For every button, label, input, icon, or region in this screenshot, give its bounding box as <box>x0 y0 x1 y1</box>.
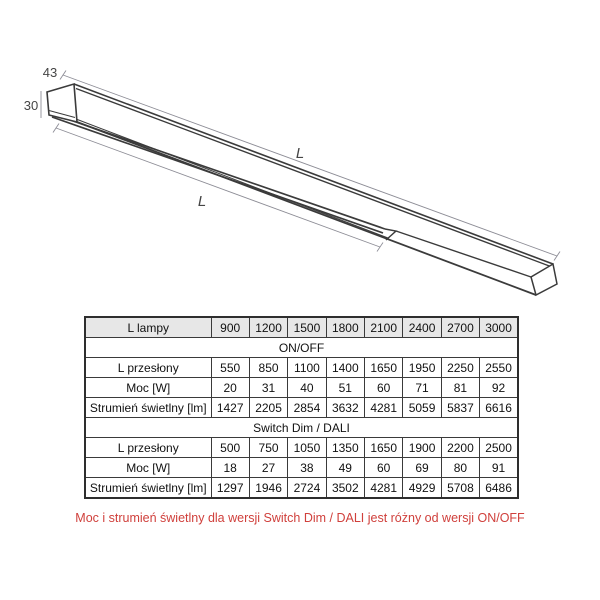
table-row <box>85 358 518 378</box>
cell: 3502 <box>326 478 364 499</box>
cell: 2250 <box>441 358 479 378</box>
cell: 80 <box>441 458 479 478</box>
cell: 51 <box>326 378 364 398</box>
cell: 60 <box>365 378 403 398</box>
diffuser-edge-upper <box>50 113 385 229</box>
header-value: 2100 <box>365 317 403 338</box>
cell: 2550 <box>480 358 518 378</box>
length-label-lower: L <box>197 193 207 210</box>
dimension-lines <box>41 71 560 261</box>
cell: 1946 <box>249 478 287 499</box>
cell: 40 <box>288 378 326 398</box>
cell: 69 <box>403 458 441 478</box>
cell: 38 <box>288 458 326 478</box>
section-title-row <box>85 338 518 358</box>
table-row <box>85 398 518 418</box>
cell: 81 <box>441 378 479 398</box>
bottom-edge <box>77 122 536 295</box>
table-row <box>85 438 518 458</box>
footnote: Moc i strumień świetlny dla wersji Switch Dim / DALI jest różny od wersji ON/OFF <box>75 511 525 525</box>
dim-tick <box>554 252 560 261</box>
cell: 91 <box>480 458 518 478</box>
cell: 5708 <box>441 478 479 499</box>
table-row <box>85 478 518 499</box>
cell: 750 <box>249 438 287 458</box>
table-row <box>85 378 518 398</box>
row-label: Strumień świetlny [lm] <box>85 398 211 418</box>
right-end-face <box>531 264 557 295</box>
length-dimension-line-lower <box>56 128 380 247</box>
row-label: L przesłony <box>85 438 211 458</box>
cell: 2500 <box>480 438 518 458</box>
cell: 92 <box>480 378 518 398</box>
cell: 2854 <box>288 398 326 418</box>
profile-body <box>47 84 557 295</box>
height-dimension-label: 30 <box>23 98 39 113</box>
cell: 1350 <box>326 438 364 458</box>
cell: 3632 <box>326 398 364 418</box>
header-value: 900 <box>211 317 249 338</box>
cell: 1050 <box>288 438 326 458</box>
cell: 1100 <box>288 358 326 378</box>
cell: 6486 <box>480 478 518 499</box>
cell: 1297 <box>211 478 249 499</box>
header-value: 3000 <box>480 317 518 338</box>
table-header-row <box>85 317 518 338</box>
header-value: 2400 <box>403 317 441 338</box>
header-value: 1200 <box>249 317 287 338</box>
dim-tick <box>60 71 66 80</box>
table-row <box>85 458 518 478</box>
rear-lip-edge <box>396 231 531 277</box>
cell: 1650 <box>365 358 403 378</box>
cell: 27 <box>249 458 287 478</box>
cell: 5837 <box>441 398 479 418</box>
left-end-face <box>47 84 77 122</box>
row-label: Moc [W] <box>85 378 211 398</box>
top-edge-inner <box>76 89 552 268</box>
cell: 1400 <box>326 358 364 378</box>
cell: 71 <box>403 378 441 398</box>
cell: 18 <box>211 458 249 478</box>
cell: 500 <box>211 438 249 458</box>
spec-table <box>84 316 519 499</box>
cell: 1900 <box>403 438 441 458</box>
header-value: 1800 <box>326 317 364 338</box>
row-label: L przesłony <box>85 358 211 378</box>
section-title: Switch Dim / DALI <box>85 418 518 438</box>
cell: 49 <box>326 458 364 478</box>
header-value: 2700 <box>441 317 479 338</box>
section-title: ON/OFF <box>85 338 518 358</box>
cell: 31 <box>249 378 287 398</box>
cell: 5059 <box>403 398 441 418</box>
cell: 550 <box>211 358 249 378</box>
cell: 4281 <box>365 478 403 499</box>
cell: 2724 <box>288 478 326 499</box>
cell: 2200 <box>441 438 479 458</box>
cell: 1950 <box>403 358 441 378</box>
row-label: Strumień świetlny [lm] <box>85 478 211 499</box>
cell: 2205 <box>249 398 287 418</box>
cell: 6616 <box>480 398 518 418</box>
section-title-row <box>85 418 518 438</box>
length-dimension-line-upper <box>63 75 557 256</box>
cell: 4281 <box>365 398 403 418</box>
dim-tick <box>53 124 59 133</box>
cell: 1650 <box>365 438 403 458</box>
width-dimension-label: 43 <box>42 65 58 80</box>
header-label: L lampy <box>85 317 211 338</box>
cell: 1427 <box>211 398 249 418</box>
cell: 60 <box>365 458 403 478</box>
top-edge-outer <box>74 84 553 264</box>
header-value: 1500 <box>288 317 326 338</box>
cell: 850 <box>249 358 287 378</box>
dim-tick <box>377 243 383 252</box>
length-label-upper: L <box>295 145 305 162</box>
cell: 4929 <box>403 478 441 499</box>
diffuser-edge-lower <box>52 117 383 233</box>
row-label: Moc [W] <box>85 458 211 478</box>
cell: 20 <box>211 378 249 398</box>
